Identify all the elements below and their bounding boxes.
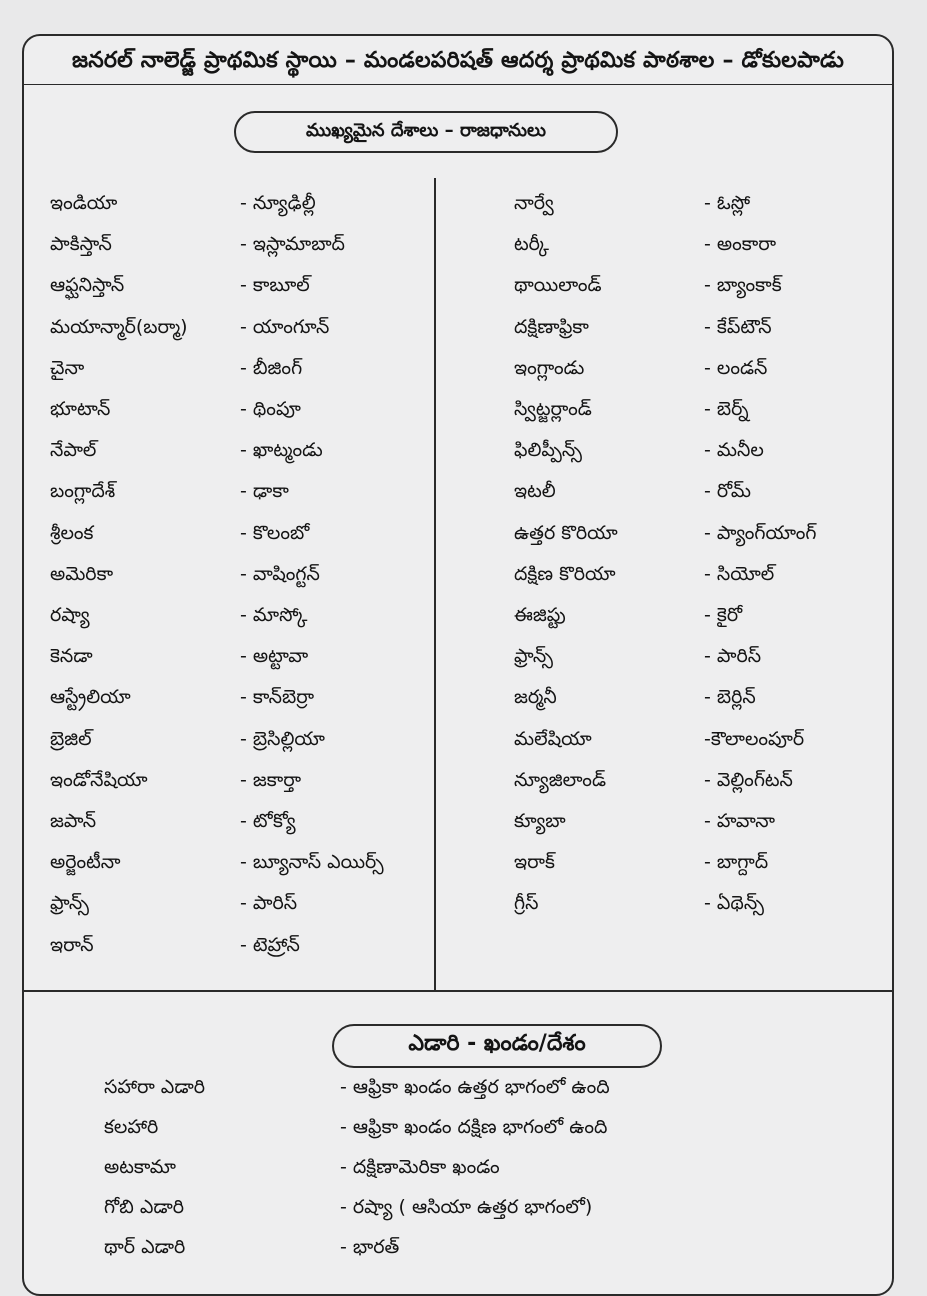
country-row [514, 233, 914, 263]
country-row [514, 892, 914, 922]
capital-name: - ఖాట్మండు [240, 439, 323, 462]
capital-name: - పారిస్ [704, 645, 762, 668]
country-row [50, 398, 450, 428]
desert-row [104, 1076, 610, 1106]
country-name: ఈజిప్టు [514, 604, 566, 626]
desert-location: - ఆఫ్రికా ఖండం ఉత్తర భాగంలో ఉంది [340, 1076, 610, 1098]
capital-name: - టోక్యో [240, 810, 296, 832]
capital-name: - బ్యాంకాక్ [704, 274, 782, 297]
country-name: మయాన్మార్(బర్మా) [50, 315, 188, 338]
capital-name: - మనీల [704, 439, 764, 462]
capital-name: - ఇస్లామాబాద్ [240, 233, 345, 256]
title-divider [24, 84, 892, 85]
desert-location: - భారత్ [340, 1236, 400, 1258]
countries-capitals-heading: ముఖ్యమైన దేశాలు – రాజధానులు [234, 111, 618, 153]
country-name: దక్షిణాఫ్రికా [514, 315, 589, 338]
capital-name: - బెర్న్ [704, 398, 749, 420]
country-row [514, 851, 914, 881]
capital-name: - బాగ్దాద్ [704, 851, 769, 874]
country-name: జపాన్ [50, 810, 97, 832]
country-name: స్విట్జర్లాండ్ [514, 398, 592, 420]
capital-name: - హవానా [704, 810, 775, 832]
country-name: ఇంగ్లాండు [514, 356, 585, 379]
country-name: జర్మనీ [514, 686, 557, 709]
capital-name: - లండన్ [704, 356, 768, 379]
country-row [514, 604, 914, 634]
country-name: ఇండియా [50, 192, 118, 214]
capital-name: - కేప్‌టౌన్ [704, 315, 772, 338]
country-row [50, 892, 450, 922]
country-name: బంగ్లాదేశ్ [50, 480, 116, 503]
country-row [50, 563, 450, 593]
country-name: నేపాల్ [50, 439, 97, 462]
country-row [50, 316, 450, 346]
country-row [50, 357, 450, 387]
desert-row [104, 1116, 608, 1146]
country-row [514, 686, 914, 716]
country-row [50, 645, 450, 675]
country-row [50, 604, 450, 634]
desert-name: గోబి ఎడారి [104, 1196, 184, 1218]
country-name: పాకిస్తాన్ [50, 233, 112, 256]
country-row [50, 769, 450, 799]
country-row [50, 728, 450, 758]
country-name: భూటాన్ [50, 398, 111, 420]
capital-name: - టెహ్రాన్ [240, 933, 300, 956]
capital-name: - బీజింగ్ [240, 356, 303, 379]
capital-name: - కొలంబో [240, 521, 310, 544]
country-name: న్యూజిలాండ్ [514, 768, 606, 791]
capital-name: - కాన్‌బెర్రా [240, 686, 315, 709]
country-name: బ్రెజిల్ [50, 727, 92, 750]
country-name: మలేషియా [514, 727, 592, 750]
country-name: అర్జెంటీనా [50, 851, 121, 874]
country-name: ఫిలిప్పీన్స్ [514, 439, 582, 462]
country-name: దక్షిణ కొరియా [514, 562, 616, 585]
country-row [50, 274, 450, 304]
country-row [514, 192, 914, 222]
country-row [50, 522, 450, 552]
desert-name: థార్ ఎడారి [104, 1236, 186, 1258]
country-name: ఇరాన్ [50, 933, 94, 956]
country-row [514, 563, 914, 593]
capital-name: - ఢాకా [240, 480, 289, 503]
capital-name: - బెర్లిన్ [704, 686, 756, 709]
country-row [514, 522, 914, 552]
desert-row [104, 1156, 504, 1186]
desert-location: - ఆఫ్రికా ఖండం దక్షిణ భాగంలో ఉంది [340, 1116, 608, 1138]
capital-name: - రోమ్ [704, 480, 751, 503]
desert-name: సహారా ఎడారి [104, 1076, 205, 1098]
capital-name: - బ్రెసిల్లియా [240, 727, 325, 750]
country-row [50, 233, 450, 263]
capital-name: - థింపూ [240, 398, 301, 420]
capital-name: - సియోల్ [704, 562, 775, 585]
desert-location: - దక్షిణామెరికా ఖండం [340, 1156, 500, 1178]
section-divider [24, 990, 892, 992]
capital-name: - కాబూల్ [240, 274, 310, 297]
country-row [50, 810, 450, 840]
capital-name: - జకార్తా [240, 768, 302, 791]
capital-name: - యాంగూన్ [240, 315, 330, 338]
country-row [514, 316, 914, 346]
country-row [514, 810, 914, 840]
country-name: ఆఫ్ఘనిస్తాన్ [50, 274, 125, 297]
desert-name: అటకామా [104, 1156, 176, 1178]
country-row [50, 851, 450, 881]
country-row [50, 192, 450, 222]
desert-row [104, 1236, 504, 1266]
country-row [514, 480, 914, 510]
country-row [514, 398, 914, 428]
country-row [50, 686, 450, 716]
country-name: చైనా [50, 356, 85, 379]
capital-name: - అట్టావా [240, 645, 309, 668]
country-name: ఉత్తర కొరియా [514, 521, 618, 544]
desert-name: కలహారి [104, 1116, 159, 1138]
country-row [50, 480, 450, 510]
capital-name: - మాస్కో [240, 604, 308, 626]
country-name: రష్యా [50, 604, 90, 626]
capital-name: - ప్యాంగ్‌యాంగ్ [704, 521, 817, 544]
page-title: జనరల్ నాలెడ్జ్ ప్రాథమిక స్థాయి – మండలపరిషత్ ఆదర్శ ప్రాథమిక పాఠశాల – డోకులపాడు [71, 48, 845, 73]
country-name: ఇరాక్ [514, 851, 555, 874]
country-row [514, 645, 914, 675]
capital-name: - ఓస్లో [704, 192, 751, 214]
capital-name: - బ్యూనాస్ ఎయిర్స్ [240, 851, 384, 874]
country-row [514, 357, 914, 387]
capital-name: - ఏథెన్స్ [704, 892, 764, 915]
deserts-heading: ఎడారి - ఖండం/దేశం [332, 1024, 662, 1068]
country-name: ఫ్రాన్స్ [50, 892, 90, 915]
country-name: టర్కీ [514, 233, 549, 256]
country-row [514, 274, 914, 304]
capital-name: - పారిస్ [240, 892, 298, 915]
country-row [514, 728, 914, 758]
country-row [50, 934, 450, 964]
capital-name: - వెల్లింగ్‌టన్ [704, 768, 793, 791]
country-name: ఫ్రాన్స్ [514, 645, 554, 668]
worksheet [22, 34, 894, 1296]
capital-name: - అంకారా [704, 233, 777, 256]
country-name: ఇండోనేషియా [50, 768, 148, 791]
country-name: కెనడా [50, 645, 93, 668]
country-name: నార్వే [514, 192, 554, 214]
country-name: ఆస్ట్రేలియా [50, 686, 131, 709]
country-name: క్యూబా [514, 810, 566, 832]
country-name: శ్రీలంక [50, 521, 94, 544]
desert-location: - రష్యా ( ఆసియా ఉత్తర భాగంలో) [340, 1196, 593, 1218]
country-name: థాయిలాండ్ [514, 274, 602, 297]
capital-name: - వాషింగ్టన్ [240, 562, 320, 585]
country-name: గ్రీస్ [514, 892, 539, 915]
country-row [514, 439, 914, 469]
capital-name: - కైరో [704, 604, 743, 626]
country-name: అమెరికా [50, 562, 114, 585]
capital-name: - న్యూఢిల్లీ [240, 192, 316, 214]
country-row [50, 439, 450, 469]
country-name: ఇటలీ [514, 480, 556, 503]
desert-row [104, 1196, 593, 1226]
country-row [514, 769, 914, 799]
capital-name: -కౌలాలంపూర్ [704, 727, 805, 750]
